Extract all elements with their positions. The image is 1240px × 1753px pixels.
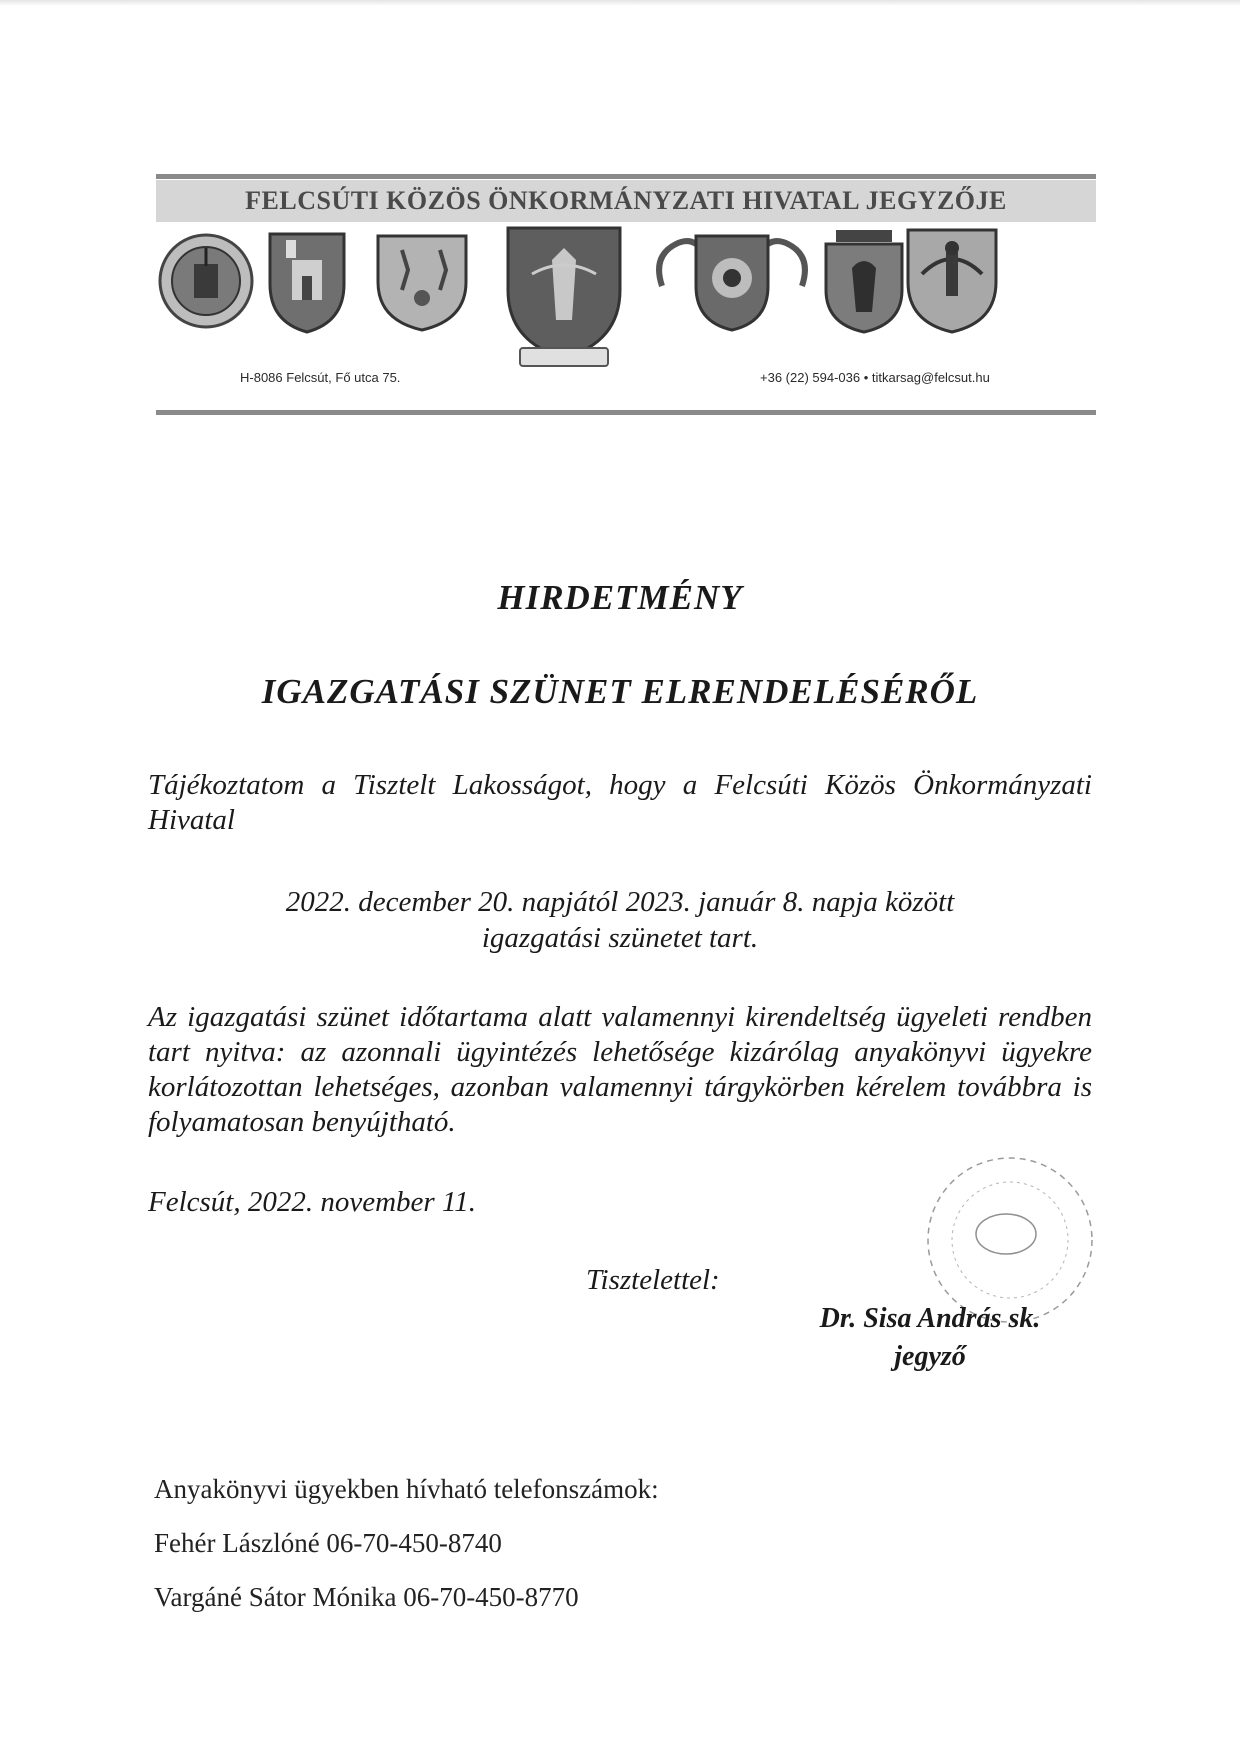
letterhead-title: FELCSÚTI KÖZÖS ÖNKORMÁNYZATI HIVATAL JEGYZŐJE bbox=[245, 186, 1007, 215]
phone-entry: Fehér Lászlóné 06-70-450-8740 bbox=[154, 1528, 502, 1558]
signer bbox=[780, 1300, 1080, 1376]
coat-of-arms-icon bbox=[156, 226, 256, 336]
intro-paragraph: Tájékoztatom a Tisztelt Lakosságot, hogy a Felcsúti Közös Önkormányzati Hivatal bbox=[148, 769, 1092, 836]
closure-dates bbox=[0, 884, 1240, 956]
coat-of-arms-icon bbox=[652, 226, 812, 338]
letterhead-top-rule bbox=[156, 174, 1096, 179]
coat-of-arms-icon bbox=[502, 220, 626, 370]
letterhead-contact: +36 (22) 594-036 • titkarsag@felcsut.hu bbox=[760, 370, 990, 385]
phone-heading: Anyakönyvi ügyekben hívható telefonszámok: bbox=[154, 1474, 659, 1504]
crest-row bbox=[156, 226, 1096, 416]
body-paragraph: Az igazgatási szünet időtartama alatt valamennyi kirendeltség ügyeleti rendben tart nyitva: az azonnali ügyintézés lehetősége kizárólag anyakönyvi ügyekre korlátozottan lehetséges, azonban valamennyi tárgykörben kérelem továbbra is folyamatosan benyújtható. bbox=[148, 1001, 1092, 1138]
place-date: Felcsút, 2022. november 11. bbox=[148, 1186, 477, 1218]
notice-title: HIRDETMÉNY bbox=[497, 578, 743, 617]
scan-edge bbox=[0, 0, 1240, 6]
coat-of-arms-icon bbox=[264, 226, 350, 336]
coat-of-arms-icon bbox=[904, 224, 1000, 336]
letterhead-bottom-rule bbox=[156, 410, 1096, 415]
signer-title: jegyző bbox=[894, 1341, 966, 1372]
signer-name: Dr. Sisa András sk. bbox=[819, 1303, 1041, 1334]
letterhead-address: H-8086 Felcsút, Fő utca 75. bbox=[240, 370, 401, 385]
phone-entry: Vargáné Sátor Mónika 06-70-450-8770 bbox=[154, 1582, 579, 1612]
letterhead bbox=[156, 170, 1096, 418]
coat-of-arms-icon bbox=[822, 228, 906, 336]
notice-subtitle: IGAZGATÁSI SZÜNET ELRENDELÉSÉRŐL bbox=[261, 672, 979, 711]
closure-dates-line: igazgatási szünetet tart. bbox=[481, 922, 759, 954]
closing-regards: Tisztelettel: bbox=[586, 1264, 720, 1296]
phone-contacts bbox=[154, 1462, 659, 1624]
coat-of-arms-icon bbox=[374, 230, 470, 334]
closure-dates-line: 2022. december 20. napjától 2023. január 8. napja között bbox=[285, 886, 955, 918]
